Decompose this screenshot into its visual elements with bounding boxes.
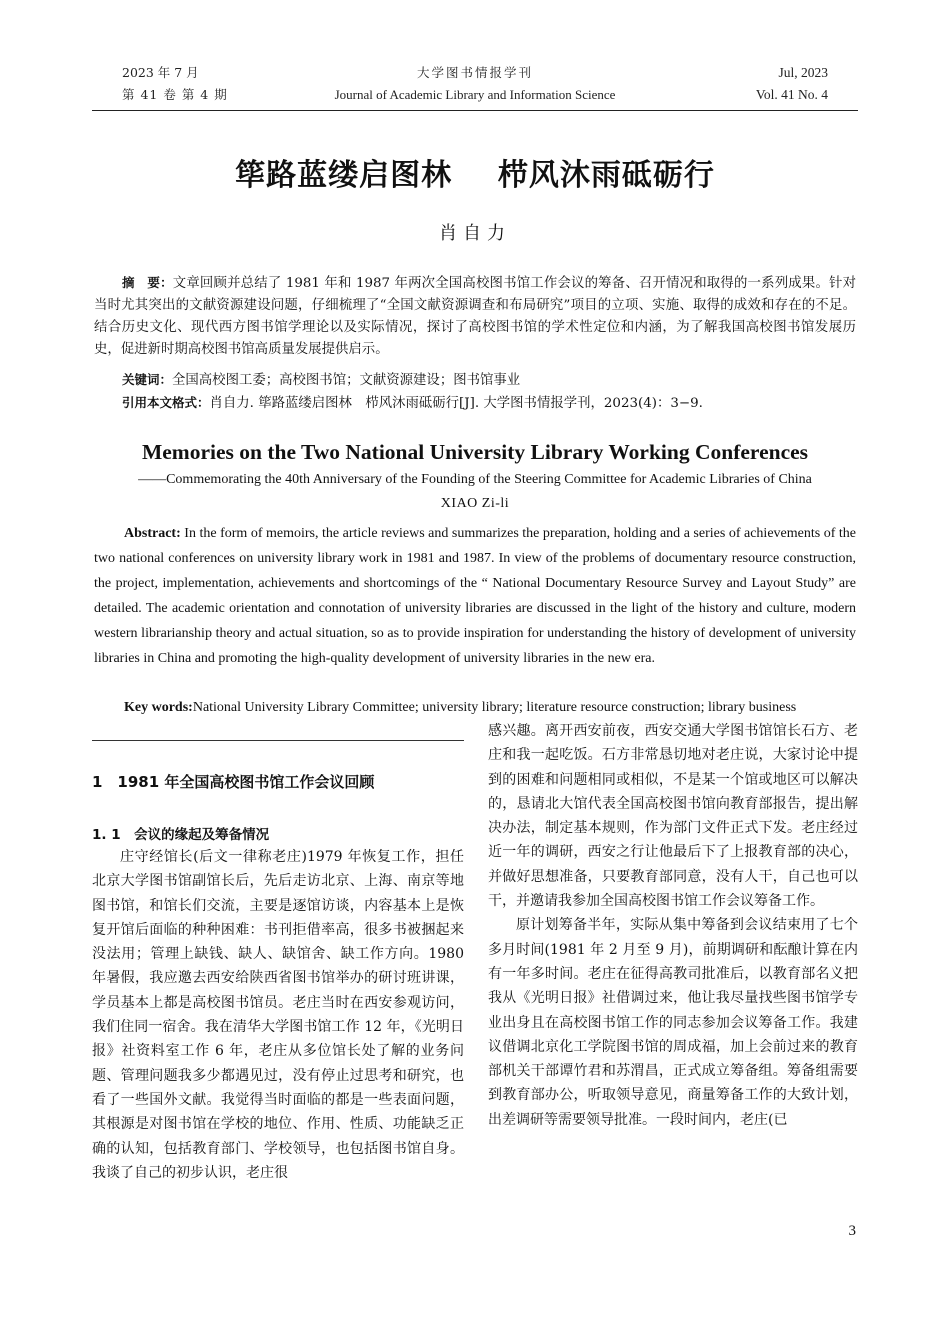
abstract-cn	[94, 272, 856, 361]
citation-label: 引用本文格式：	[122, 395, 210, 410]
header-date: 2023 年 7 月	[122, 65, 199, 80]
header-date-en: Jul, 2023	[778, 65, 828, 80]
keywords-cn-label: 关键词：	[122, 372, 173, 387]
keywords-en-label: Key words:	[124, 700, 193, 715]
body-column-left	[92, 845, 464, 1185]
keywords-en	[124, 697, 796, 719]
english-author: XIAO Zi-li	[440, 496, 510, 511]
header-rule	[92, 110, 858, 111]
article-title: 筚路蓝缕启图林 栉风沐雨砥砺行	[235, 158, 715, 193]
body-paragraph: 原计划筹备半年，实际从集中筹备到会议结束用了七个多月时间(1981 年 2 月至 9 月)，前期调研和酝酿计算在内有一年多时间。老庄在征得高教司批准后，以教育部名义把我从《光明日报》社借调过来，他让我尽量找些图书馆学专业出身且在高校图书馆工作的同志参加会议筹备工作。我建议借调北京化工学院图书馆的周成福，加上会前过来的教育部机关干部谭竹君和苏渭昌，正式成立筹备组。筹备组需要到教育部办公，听取领导意见，商量筹备工作的大致计划，出差调研等需要领导批准。一段时间内，老庄(已	[488, 917, 858, 1128]
running-header-right	[756, 62, 828, 106]
journal-name-en: Journal of Academic Library and Information Science	[334, 87, 616, 102]
page-number: 3	[848, 1223, 856, 1239]
english-subtitle: ——Commemorating the 40th Anniversary of the Founding of the Steering Committee for Academic Libraries of China	[138, 472, 812, 487]
section-heading-1: 1 1981 年全国高校图书馆工作会议回顾	[92, 773, 375, 791]
keywords-cn	[122, 369, 520, 392]
abstract-cn-label: 摘 要：	[122, 275, 173, 290]
journal-name-cn: 大学图书情报学刊	[416, 65, 533, 80]
header-volume-issue-en: Vol. 41 No. 4	[755, 87, 828, 102]
abstract-cn-text: 文章回顾并总结了 1981 年和 1987 年两次全国高校图书馆工作会议的筹备、召开情况和取得的一系列成果。针对当时尤其突出的文献资源建设问题，仔细梳理了“全国文献资源调查和布局研究”项目的立项、实施、取得的成效和存在的不足。结合历史文化、现代西方图书馆学理论以及实际情况，探讨了高校图书馆的学术性定位和内涵，为了解我国高校图书馆发展历史，促进新时期高校图书馆高质量发展提供启示。	[94, 276, 856, 357]
abstract-en-label: Abstract:	[124, 526, 181, 541]
english-title: Memories on the Two National University Library Working Conferences	[141, 440, 809, 464]
citation-text: 肖自力. 筚路蓝缕启图林 栉风沐雨砥砺行[J]. 大学图书情报学刊，2023(4)：3−9.	[209, 396, 703, 411]
citation-format	[122, 392, 703, 415]
article-author: 肖自力	[439, 223, 511, 244]
abstract-en-text: In the form of memoirs, the article reviews and summarizes the preparation, holding and a series of achievements of the two national conferences on university library work in 1981 and 1987. In view of the problems of documentary resource construction, the project, implementation, achievements and shortcomings of the “ National Documentary Resource Survey and Layout Study” are detailed. The academic orientation and connotation of university libraries are discussed in the light of the history and culture, modern western librarianship theory and actual situation, so as to provide inspiration for understanding the history of development of university libraries in China and promoting the high-quality development of university libraries in the new era.	[94, 526, 856, 666]
section-heading-1-1: 1. 1 会议的缘起及筹备情况	[92, 827, 270, 843]
body-paragraph: 庄守经馆长(后文一律称老庄)1979 年恢复工作，担任北京大学图书馆副馆长后，先后走访北京、上海、南京等地图书馆，和馆长们交流，主要是逐馆访谈，内容基本上是恢复开馆后面临的种种困难：书刊拒借率高，很多书被捆起来没法用；管理上缺钱、缺人、缺馆舍、缺工作方向。1980 年暑假，我应邀去西安给陕西省图书馆举办的研讨班讲课，学员基本上都是高校图书馆员。老庄当时在西安参观访问，我们住同一宿舍。我在清华大学图书馆工作 12 年，《光明日报》社资料室工作 6 年，老庄从多位馆长处了解的业务问题、管理问题我多少都遇见过，没有停止过思考和研究，也看了一些国外文献。我觉得当时面临的都是一些表面问题，其根源是对图书馆在学校的地位、作用、性质、功能缺乏正确的认知，包括教育部门、学校领导，也包括图书馆自身。我谈了自己的初步认识，老庄很	[92, 849, 464, 1181]
keywords-cn-text: 全国高校图工委；高校图书馆；文献资源建设；图书馆事业	[172, 373, 521, 388]
keywords-en-text: National University Library Committee; university library; literature resource construction; library business	[192, 700, 797, 715]
column-rule	[92, 740, 464, 741]
abstract-en	[94, 521, 856, 671]
body-column-right	[488, 719, 858, 1132]
header-volume-issue-cn: 第 41 卷 第 4 期	[122, 87, 228, 102]
body-paragraph: 感兴趣。离开西安前夜，西安交通大学图书馆馆长石方、老庄和我一起吃饭。石方非常恳切地对老庄说，大家讨论中提到的困难和问题相同或相似，不是某一个馆或地区可以解决的，恳请北大馆代表全国高校图书馆向教育部报告，提出解决办法，制定基本规则，作为部门文件正式下发。老庄经过近一年的调研，西安之行让他最后下了上报教育部的决心，并做好思想准备，只要教育部同意，没有人干，自己也可以干，并邀请我参加全国高校图书馆工作会议筹备工作。	[488, 723, 858, 910]
